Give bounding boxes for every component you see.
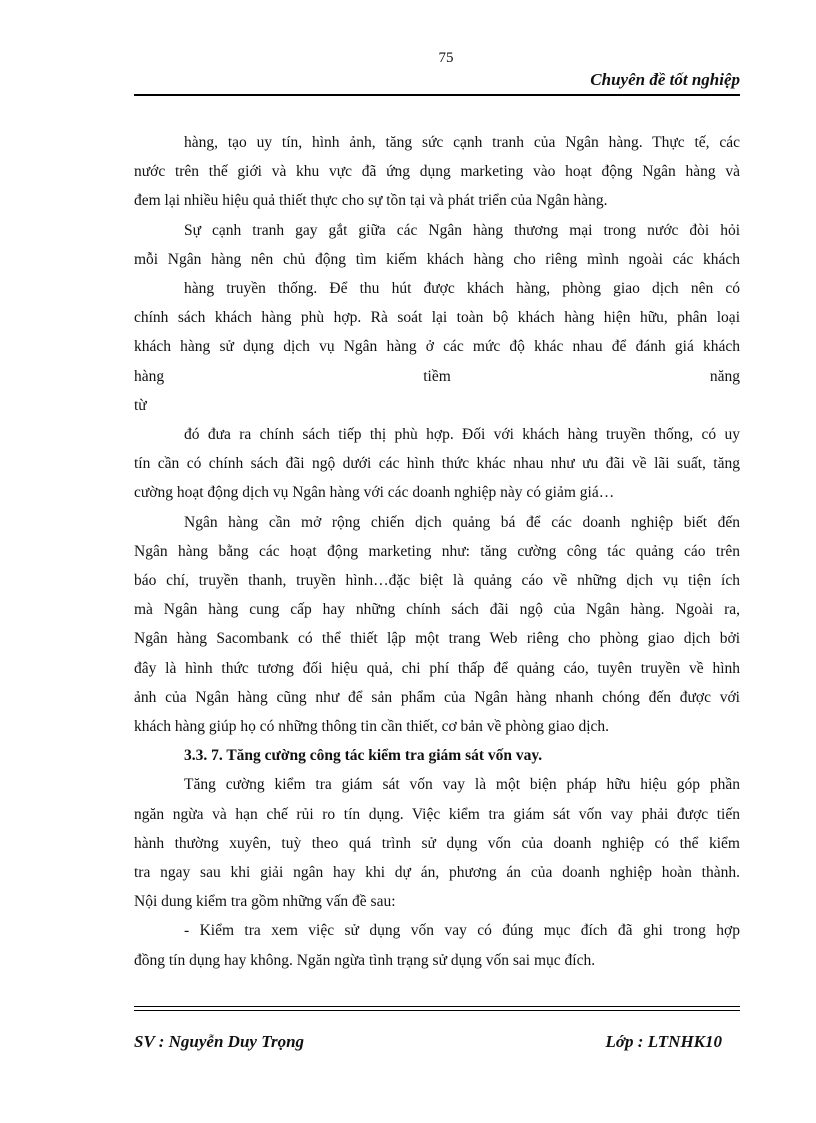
text-line: đó đưa ra chính sách tiếp thị phù hợp. Đối với khách hàng truyền thống, có uy [184,426,740,444]
text-line: đồng tín dụng hay không. Ngăn ngừa tình trạng sử dụng vốn sai mục đích. [134,951,596,969]
text-line: nước trên thế giới và khu vực đã ứng dụng marketing vào hoạt động Ngân hàng và [134,163,740,181]
text-line: khách hàng sử dụng dịch vụ Ngân hàng ở các mức độ khác nhau để đánh giá khách [134,338,740,356]
section-heading: 3.3. 7. Tăng cường công tác kiểm tra giám sát vốn vay. [184,747,543,765]
text-line: chính sách khách hàng phù hợp. Rà soát lại toàn bộ khách hàng hiện hữu, phân loại [134,309,740,327]
text-line: hàng, tạo uy tín, hình ảnh, tăng sức cạnh tranh của Ngân hàng. Thực tế, các [184,134,740,151]
footer-divider [134,1006,740,1011]
text-line: - Kiểm tra xem việc sử dụng vốn vay có đúng mục đích đã ghi trong hợp [184,922,740,940]
text-line: hàng tiềm năng từ [134,367,740,414]
document-body [134,128,740,975]
text-line: Sự cạnh tranh gay gắt giữa các Ngân hàng thương mại trong nước đòi hỏi [184,221,740,239]
header-divider [134,94,740,96]
text-line: Tăng cường kiểm tra giám sát vốn vay là một biện pháp hữu hiệu góp phần [184,776,740,794]
text-line: ảnh của Ngân hàng cũng như để sản phẩm của Ngân hàng nhanh chóng đến được với [134,688,740,706]
page-number: 75 [438,50,454,66]
text-line: báo chí, truyền thanh, truyền hình…đặc biệt là quảng cáo về những dịch vụ tiện ích [134,572,740,590]
text-line: cường hoạt động dịch vụ Ngân hàng với các doanh nghiệp này có giảm giá… [134,484,615,502]
text-line: khách hàng giúp họ có những thông tin cần thiết, cơ bản về phòng giao dịch. [134,718,610,736]
footer-student-name: SV : Nguyễn Duy Trọng [134,1032,305,1051]
text-line: hành thường xuyên, tuỳ theo quá trình sử dụng vốn của doanh nghiệp có thể kiểm [134,834,740,852]
text-line: Ngân hàng cần mở rộng chiến dịch quảng bá để các doanh nghiệp biết đến [184,513,740,531]
text-line: ngăn ngừa và hạn chế rủi ro tín dụng. Việc kiểm tra giám sát vốn vay phải được tiến [134,805,740,823]
text-line: Ngân hàng Sacombank có thể thiết lập một trang Web riêng cho phòng giao dịch bởi [134,630,740,648]
document-header-title: Chuyên đề tốt nghiệp [590,70,740,89]
text-line: mỗi Ngân hàng nên chủ động tìm kiếm khách hàng cho riêng mình ngoài các khách [134,250,740,268]
text-line: mà Ngân hàng cung cấp hay những chính sách đãi ngộ của Ngân hàng. Ngoài ra, [134,601,740,619]
text-line: tra ngay sau khi giải ngân hay khi dự án, phương án của doanh nghiệp hoàn thành. [134,864,740,882]
text-line: Nội dung kiểm tra gồm những vấn đề sau: [134,893,396,911]
text-line: hàng truyền thống. Để thu hút được khách hàng, phòng giao dịch nên có [184,280,740,298]
text-line: Ngân hàng bằng các hoạt động marketing như: tăng cường công tác quảng cáo trên [134,542,740,560]
footer-class: Lớp : LTNHK10 [605,1032,722,1051]
text-line: tín cần có chính sách đãi ngộ dưới các hình thức khác nhau như ưu đãi về lãi suất, tăng [134,455,740,473]
text-line: đây là hình thức tương đối hiệu quả, chi phí thấp để quảng cáo, tuyên truyền về hình [134,659,740,677]
text-line: đem lại nhiều hiệu quả thiết thực cho sự tồn tại và phát triển của Ngân hàng. [134,192,608,210]
